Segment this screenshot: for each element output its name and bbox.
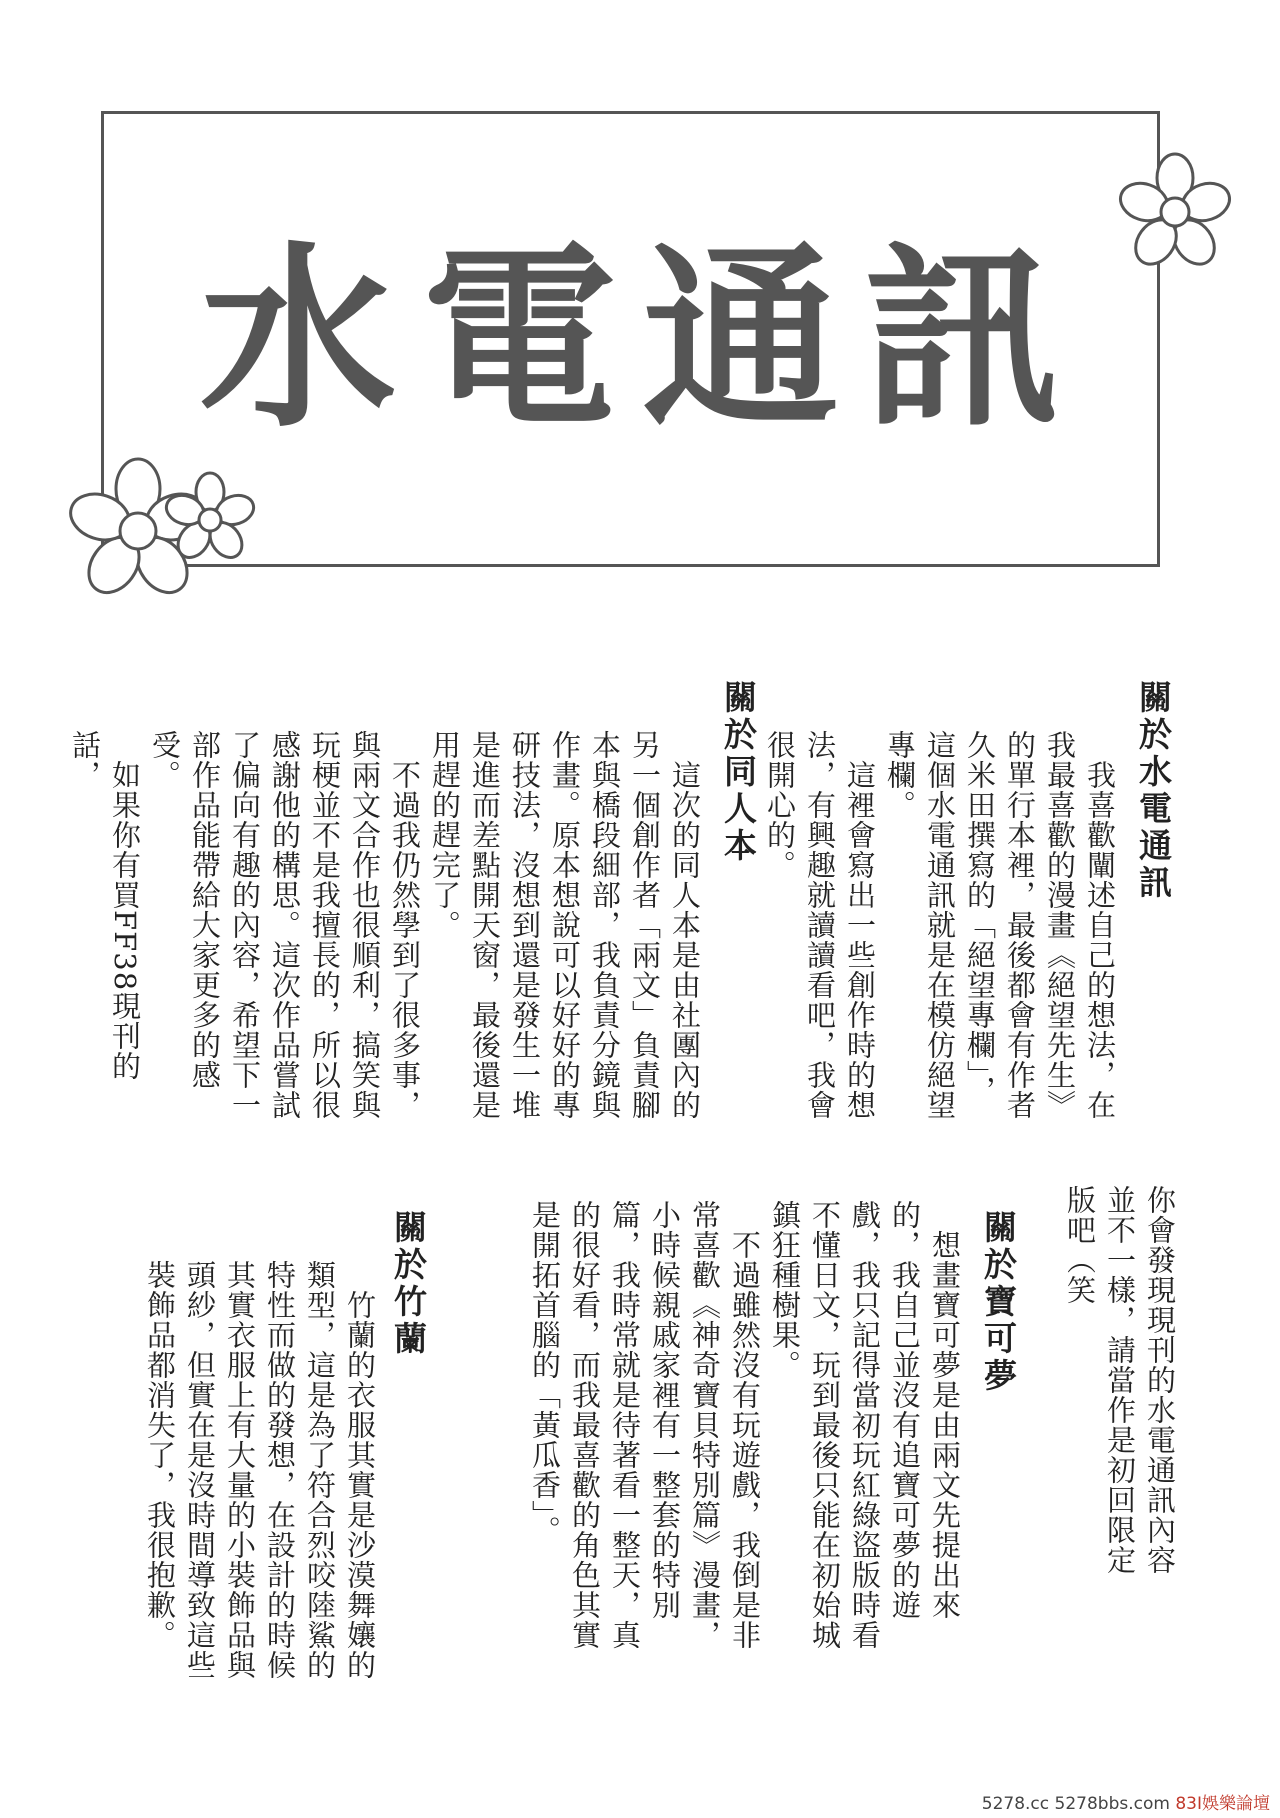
page-title <box>200 140 1060 540</box>
body-doujin: 這次的同人本是由社團內的另一個創作者「兩文」負責腳本與橋段細部，我負責分鏡與作畫。原本想說可以好好的專研技法，沒想到還是發生一堆是進而差點開天窗，最後還是用趕的趕完了。 不過我仍然學到了很多事，與兩文合作也很順利，搞笑與玩梗並不是我擅長的，所以很感謝他的構思。這次作品嘗試了偏向有趣的內容，希望下一部作品能帶給大家更多的感受。 如果你有買FF38現刊的話， <box>68 730 702 1120</box>
heading-pokemon: 關於寶可夢 <box>979 1210 1018 1395</box>
body-bamboo: 竹蘭的衣服其實是沙漠舞孃的類型，這是為了符合烈咬陸鯊的特性而做的發想，在設計的時候其實衣服上有大量的小裝飾品與頭紗，但實在是沒時間導致這些裝飾品都消失了，我很抱歉。 <box>143 1260 377 1680</box>
flower-icon-bottom-left-small <box>165 470 255 565</box>
title-char-3: 通 <box>642 226 839 454</box>
watermark <box>982 1789 1270 1814</box>
watermark-forum: 83I娛樂論壇 <box>1175 1794 1270 1814</box>
title-char-4: 訊 <box>863 226 1060 454</box>
body-water-news: 我喜歡闡述自己的想法，在我最喜歡的漫畫《絕望先生》的單行本裡，最後都會有作者久米田撰寫的「絕望專欄」，這個水電通訊就是在模仿絕望專欄。 這裡會寫出一些創作時的想法，有興趣就讀讀看吧，我會很開心的。 <box>763 730 1117 1120</box>
heading-doujin: 關於同人本 <box>719 680 758 865</box>
watermark-sites: 5278.cc 5278bbs.com <box>981 1794 1170 1814</box>
body-pokemon: 想畫寶可夢是由兩文先提出來的，我自己並沒有追寶可夢的遊戲，我只記得當初玩紅綠盜版時看不懂日文，玩到最後只能在初始城鎮狂種樹果。 不過雖然沒有玩遊戲，我倒是非常喜歡《神奇寶貝特別篇》漫畫，小時候親戚家裡有一整套的特別篇，我時常就是待著看一整天，真的很好看，而我最喜歡的角色其實是開拓首腦的「黃瓜香」。 <box>528 1200 962 1650</box>
heading-water-news: 關於水電通訊 <box>1134 680 1173 902</box>
heading-bamboo: 關於竹蘭 <box>389 1210 428 1358</box>
body-continuation: 你會發現現刊的水電通訊內容並不一樣，請當作是初回限定版吧（笑 <box>1063 1185 1177 1575</box>
title-char-2: 電 <box>421 226 618 454</box>
title-char-1: 水 <box>200 226 397 454</box>
flower-icon-top-right <box>1120 150 1230 275</box>
